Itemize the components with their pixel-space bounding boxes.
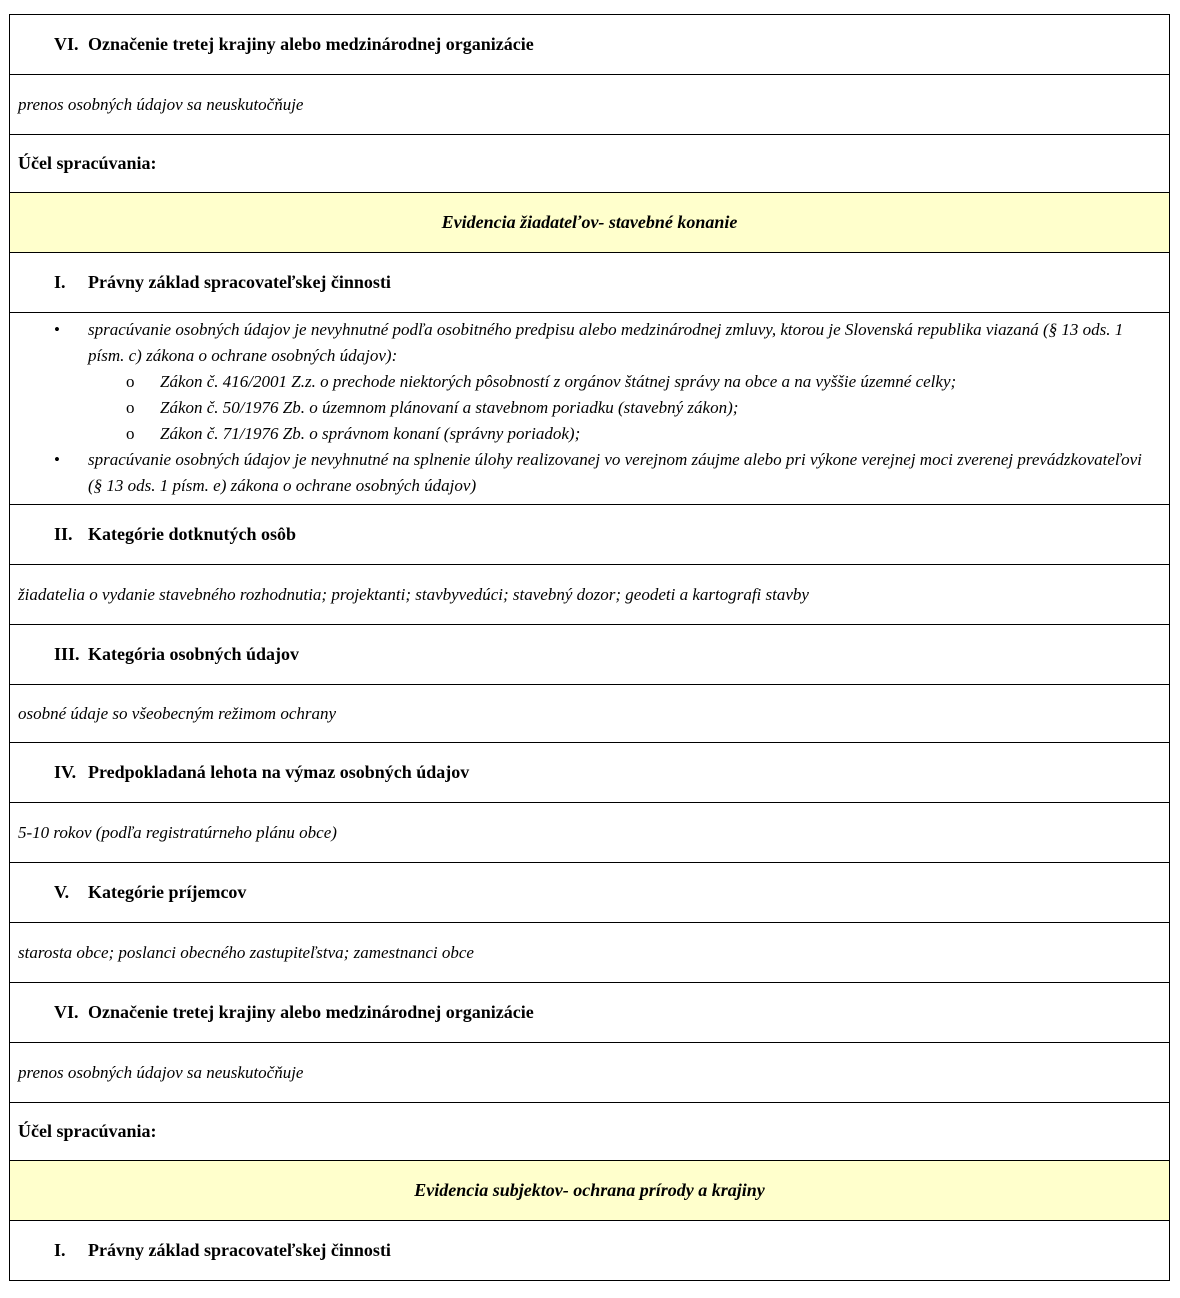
list-item <box>10 447 1169 499</box>
circle-bullet-icon: o <box>126 424 135 443</box>
purpose-title-row <box>10 1161 1169 1221</box>
purpose-label-row <box>10 135 1169 193</box>
legal-basis-list <box>10 313 1169 505</box>
section-number: IV. <box>54 762 77 782</box>
sub-list-item <box>10 369 1169 395</box>
row-text: prenos osobných údajov sa neuskutočňuje <box>18 1062 304 1082</box>
section-number: I. <box>54 272 66 292</box>
section-heading-legal-basis <box>10 1221 1169 1281</box>
section-heading-third-country <box>10 983 1169 1043</box>
bullet-icon: • <box>54 450 60 469</box>
section-heading-data-category <box>10 625 1169 685</box>
row-text: osobné údaje so všeobecným režimom ochrany <box>18 703 337 723</box>
row-text: 5-10 rokov (podľa registratúrneho plánu obce) <box>18 822 337 842</box>
purpose-title: Evidencia žiadateľov- stavebné konanie <box>441 212 738 232</box>
text-row-transfer <box>10 1043 1169 1103</box>
section-title: Označenie tretej krajiny alebo medzinárodnej organizácie <box>88 34 534 54</box>
section-number: III. <box>54 644 80 664</box>
sub-list-item-text: Zákon č. 50/1976 Zb. o územnom plánovaní a stavebnom poriadku (stavebný zákon); <box>160 398 739 417</box>
section-heading-recipients <box>10 863 1169 923</box>
section-title: Právny základ spracovateľskej činnosti <box>88 272 391 292</box>
text-row-retention <box>10 803 1169 863</box>
section-title: Kategórie dotknutých osôb <box>88 524 297 544</box>
sub-list-item-text: Zákon č. 71/1976 Zb. o správnom konaní (správny poriadok); <box>160 424 581 443</box>
row-text: prenos osobných údajov sa neuskutočňuje <box>18 94 304 114</box>
purpose-label: Účel spracúvania: <box>18 1121 157 1141</box>
section-title: Kategória osobných údajov <box>88 644 300 664</box>
section-number: I. <box>54 1240 66 1260</box>
section-heading-data-subjects <box>10 505 1169 565</box>
text-row-transfer <box>10 75 1169 135</box>
sub-list-item-text: Zákon č. 416/2001 Z.z. o prechode niektorých pôsobností z orgánov štátnej správy na obce a na vyššie územné celky; <box>160 372 957 391</box>
section-title: Kategórie príjemcov <box>88 882 247 902</box>
section-title: Predpokladaná lehota na výmaz osobných údajov <box>88 762 470 782</box>
purpose-label-row <box>10 1103 1169 1161</box>
section-number: VI. <box>54 34 79 54</box>
row-text: žiadatelia o vydanie stavebného rozhodnutia; projektanti; stavbyvedúci; stavebný dozor; geodeti a kartografi stavby <box>18 584 809 604</box>
bullet-icon: • <box>54 320 60 339</box>
section-number: VI. <box>54 1002 79 1022</box>
purpose-title: Evidencia subjektov- ochrana prírody a krajiny <box>414 1180 765 1200</box>
section-heading-legal-basis <box>10 253 1169 313</box>
text-row-data-category <box>10 685 1169 743</box>
purpose-title-row <box>10 193 1169 253</box>
section-title: Označenie tretej krajiny alebo medzinárodnej organizácie <box>88 1002 534 1022</box>
document-table <box>9 14 1170 1281</box>
row-text: starosta obce; poslanci obecného zastupiteľstva; zamestnanci obce <box>18 942 474 962</box>
section-title: Právny základ spracovateľskej činnosti <box>88 1240 391 1260</box>
section-number: II. <box>54 524 73 544</box>
circle-bullet-icon: o <box>126 398 135 417</box>
sub-list-item <box>10 421 1169 447</box>
circle-bullet-icon: o <box>126 372 135 391</box>
list-item-text: spracúvanie osobných údajov je nevyhnutné podľa osobitného predpisu alebo medzinárodnej zmluvy, ktorou je Slovenská republika viazaná (§ 13 ods. 1 písm. c) zákona o ochrane osobných údajov): <box>88 320 1124 365</box>
section-heading-third-country <box>10 15 1169 75</box>
purpose-label: Účel spracúvania: <box>18 153 157 173</box>
section-number: V. <box>54 882 70 902</box>
sub-list-item <box>10 395 1169 421</box>
section-heading-retention <box>10 743 1169 803</box>
text-row-recipients <box>10 923 1169 983</box>
text-row-data-subjects <box>10 565 1169 625</box>
list-item-text: spracúvanie osobných údajov je nevyhnutné na splnenie úlohy realizovanej vo verejnom záujme alebo pri výkone verejnej moci zverenej prevádzkovateľovi (§ 13 ods. 1 písm. e) zákona o ochrane osobných údajov) <box>88 450 1142 495</box>
list-item <box>10 317 1169 369</box>
